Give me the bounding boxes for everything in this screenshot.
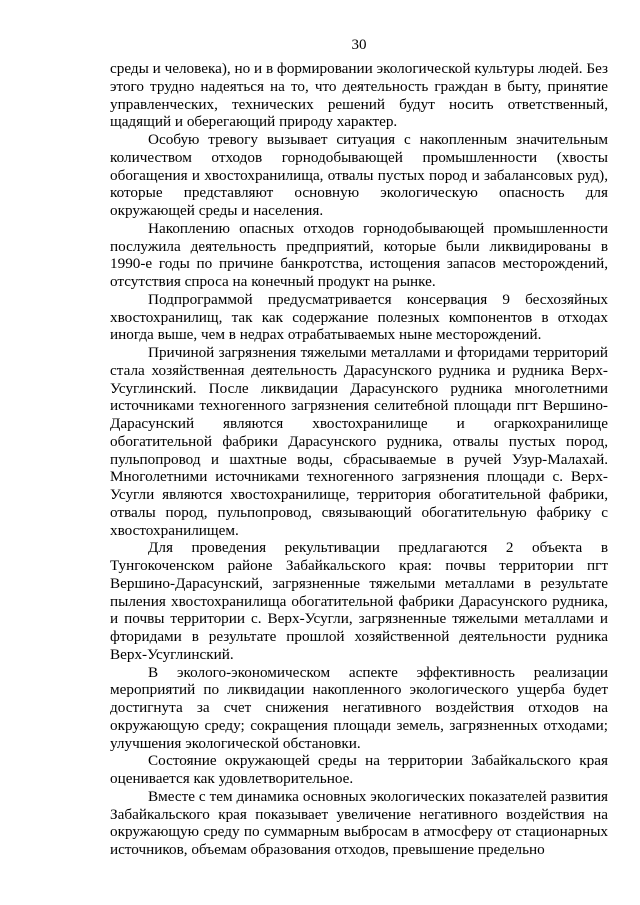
paragraph-efficiency: В эколого-экономическом аспекте эффективность реализации мероприятий по ликвидации накопленного экологического ущерба будет достигнута за счет снижения негативного воздействия отходов на окружающую среду; сокращения площади земель, загрязненных отходами; улучшения экологической обстановки.	[110, 663, 608, 752]
paragraph-environment-state: Состояние окружающей среды на территории Забайкальского края оценивается как удовлетворительное.	[110, 752, 608, 787]
paragraph-recultivation: Для проведения рекультивации предлагаются 2 объекта в Тунгокоченском районе Забайкальского края: почвы территории пгт Вершино-Дарасунский, загрязненные тяжелыми металлами в результате пыления хвостохранилища обогатительной фабрики Дарасунского рудника, и почвы территории с. Верх-Усугли, загрязненные тяжелыми металлами и фторидами в результате прошлой хозяйственной деятельности рудника Верх-Усуглинский.	[110, 539, 608, 663]
paragraph-dynamics: Вместе с тем динамика основных экологических показателей развития Забайкальского края показывает увеличение негативного воздействия на окружающую среду по суммарным выбросам в атмосферу от стационарных источников, объемам образования отходов, превышение предельно	[110, 787, 608, 858]
paragraph-mining-waste: Особую тревогу вызывает ситуация с накопленным значительным количеством отходов горнодобывающей промышленности (хвосты обогащения и хвостохранилища, отвалы пустых пород и забалансовых руд), которые представляют основную экологическую опасность для окружающей среды и населения.	[110, 131, 608, 219]
paragraph-pollution-sources: Причиной загрязнения тяжелыми металлами и фторидами территорий стала хозяйственная деятельность Дарасунского рудника и рудника Верх-Усуглинский. После ликвидации Дарасунского рудника многолетними источниками техногенного загрязнения селитебной площади пгт Вершино-Дарасунский являются хвостохранилище и огаркохранилище обогатительной фабрики Дарасунского рудника, отвалы пустых пород, пульпопровод и шахтные воды, сбрасываемые в ручей Узур-Малахай. Многолетними источниками техногенного загрязнения площади с. Верх-Усугли являются хвостохранилище, территория обогатительной фабрики, отвалы пород, пульпопровод, связывающий обогатительную фабрику с хвостохранилищем.	[110, 344, 608, 539]
paragraph-conservation: Подпрограммой предусматривается консервация 9 бесхозяйных хвостохранилищ, так как содержание полезных компонентов в отходах иногда выше, чем в недрах отрабатываемых ныне месторождений.	[110, 290, 608, 344]
page-number: 30	[351, 37, 367, 53]
document-page	[110, 36, 608, 859]
paragraph-accumulation: Накоплению опасных отходов горнодобывающей промышленности послужила деятельность предприятий, которые были ликвидированы в 1990-е годы по причине банкротства, истощения запасов месторождений, отсутствия спроса на конечный продукт на рынке.	[110, 219, 608, 290]
paragraph-continuation: среды и человека), но и в формировании экологической культуры людей. Без этого трудно надеяться на то, что деятельность граждан в быту, принятие управленческих, технических решений будут носить ответственный, щадящий и оберегающий природу характер.	[110, 60, 608, 131]
